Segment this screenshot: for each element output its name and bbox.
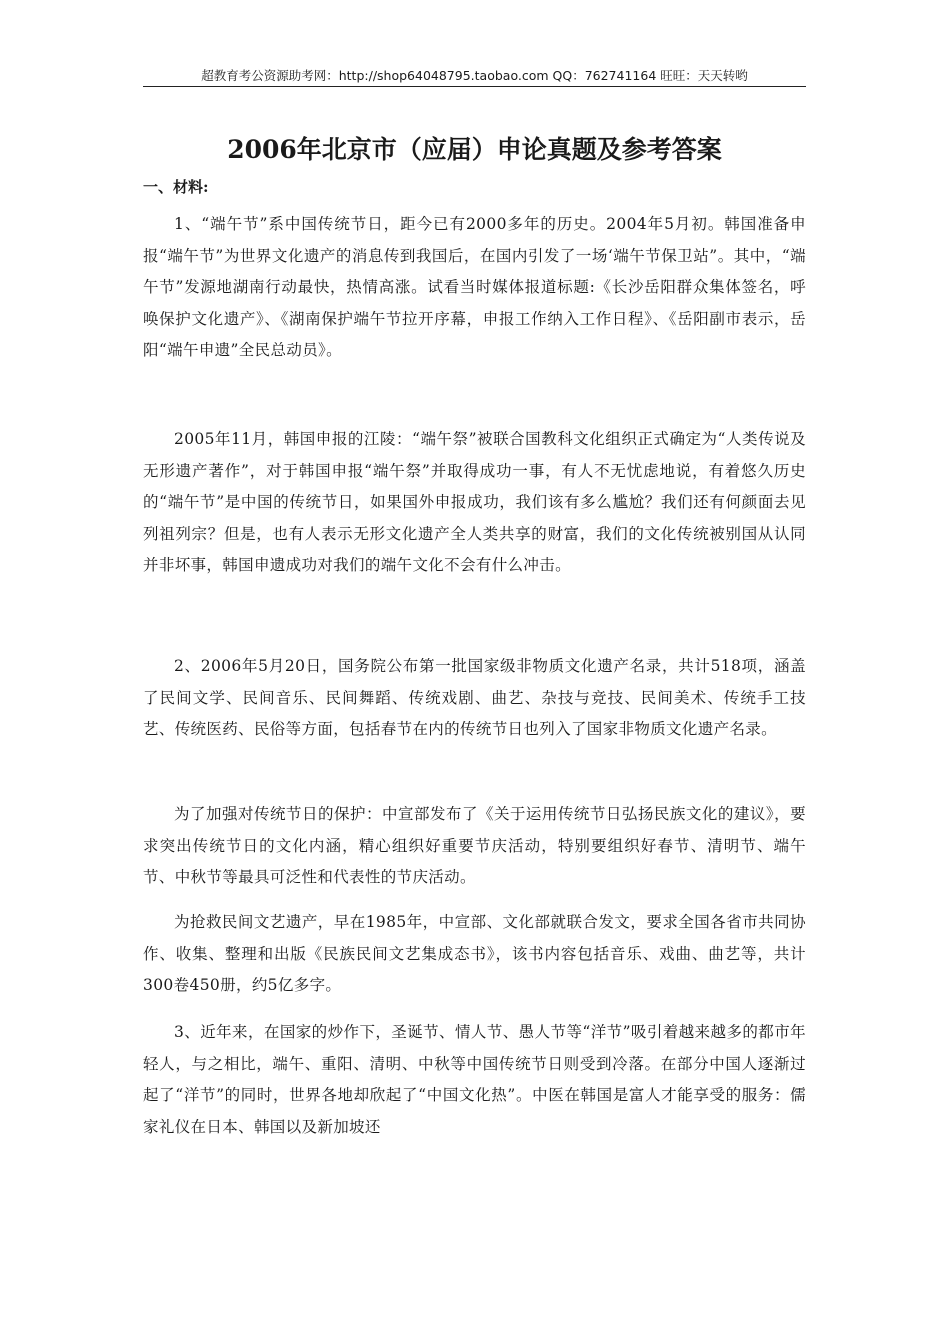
paragraph-4: 为了加强对传统节日的保护：中宣部发布了《关于运用传统节日弘扬民族文化的建议》，要求突出传统节日的文化内涵，精心组织好重要节庆活动，特别要组织好春节、清明节、端午节、中秋节等最具可泛性和代表性的节庆活动。 [143,805,806,886]
page-header: 超教育考公资源助考网：http://shop64048795.taobao.com QQ：762741164 旺旺：天天转哟 [201,68,748,83]
document-title: 2006年北京市（应届）申论真题及参考答案 [227,135,722,164]
paragraph-2: 2005年11月，韩国申报的江陵：“端午祭”被联合国教科文化组织正式确定为“人类传说及无形遗产著作”，对于韩国申报“端午祭”并取得成功一事，有人不无忧虑地说，有着悠久历史的“端午节”是中国的传统节日，如果国外申报成功，我们该有多么尴尬？我们还有何颜面去见列祖列宗？但是，也有人表示无形文化遗产全人类共享的财富，我们的文化传统被别国从认同并非坏事，韩国申遗成功对我们的端午文化不会有什么冲击。 [143,430,806,574]
section-heading: 一、材料: [143,178,209,196]
header-divider [143,86,806,87]
paragraph-5: 为抢救民间文艺遗产，早在1985年，中宣部、文化部就联合发文，要求全国各省市共同协作、收集、整理和出版《民族民间文艺集成态书》，该书内容包括音乐、戏曲、曲艺等，共计300卷450册，约5亿多字。 [143,913,806,994]
paragraph-6: 3、近年来，在国家的炒作下，圣诞节、情人节、愚人节等“洋节”吸引着越来越多的都市年轻人，与之相比，端午、重阳、清明、中秋等中国传统节日则受到冷落。在部分中国人逐渐过起了“洋节”的同时，世界各地却欣起了“中国文化热”。中医在韩国是富人才能享受的服务：儒家礼仪在日本、韩国以及新加坡还 [143,1023,806,1136]
paragraph-3: 2、2006年5月20日，国务院公布第一批国家级非物质文化遗产名录，共计518项，涵盖了民间文学、民间音乐、民间舞蹈、传统戏剧、曲艺、杂技与竞技、民间美术、传统手工技艺、传统医药、民俗等方面，包括春节在内的传统节日也列入了国家非物质文化遗产名录。 [143,657,806,738]
paragraph-1: 1、“端午节”系中国传统节日，距今已有2000多年的历史。2004年5月初。韩国准备申报“端午节”为世界文化遗产的消息传到我国后，在国内引发了一场‘端午节保卫站”。其中，“端午节”发源地湖南行动最快，热情高涨。试看当时媒体报道标题:《长沙岳阳群众集体签名，呼唤保护文化遗产》、《湖南保护端午节拉开序幕，申报工作纳入工作日程》、《岳阳副市表示，岳阳“端午申遗”全民总动员》。 [143,215,806,359]
